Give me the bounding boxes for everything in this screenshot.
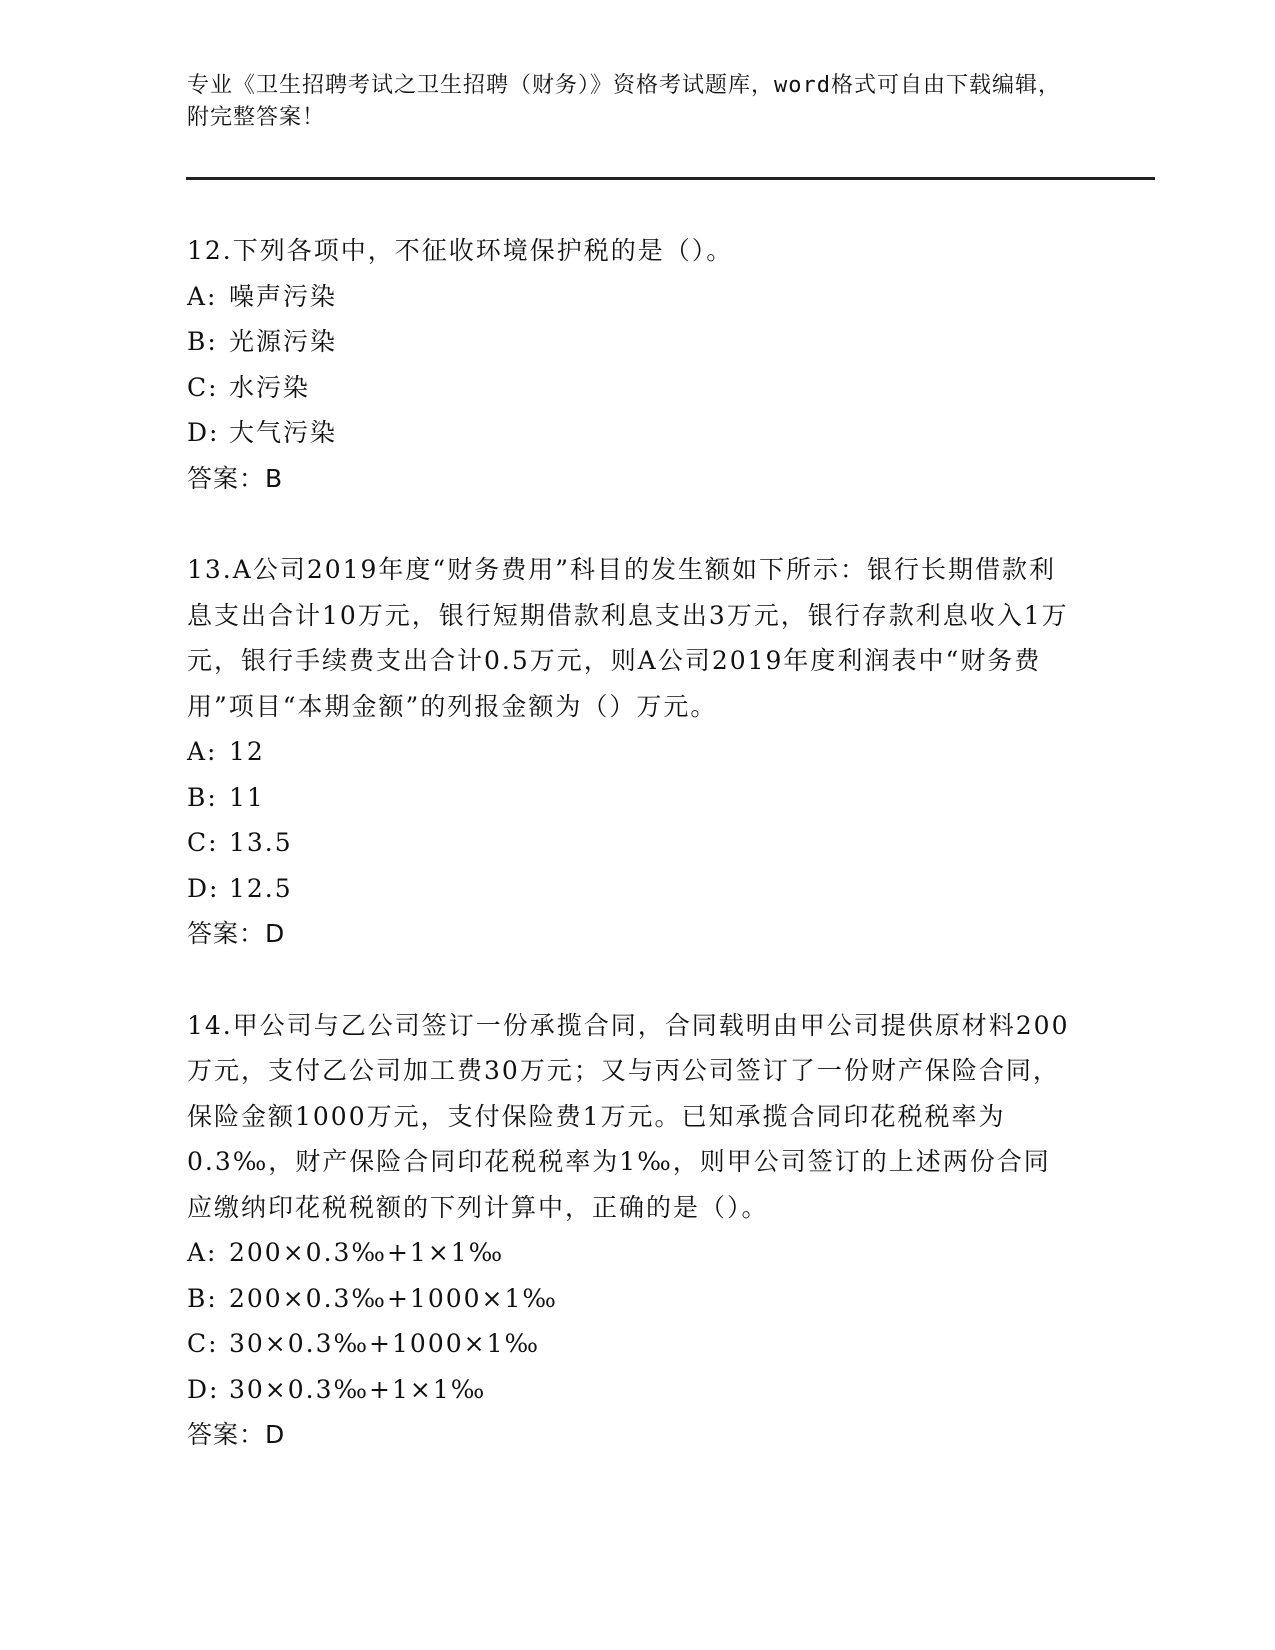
option-text: 30×0.3‰+1×1‰ <box>229 1374 487 1404</box>
question-stem: 12.下列各项中，不征收环境保护税的是（）。 <box>187 236 734 265</box>
option-d <box>187 866 1087 912</box>
option-letter: D: <box>187 1374 220 1404</box>
option-letter: A: <box>187 281 218 311</box>
option-c <box>187 1321 1087 1367</box>
option-text: 200×0.3‰+1×1‰ <box>229 1238 505 1267</box>
option-a <box>187 729 1087 775</box>
option-b <box>187 775 1087 821</box>
question-stem: 13.A公司2019年度“财务费用”科目的发生额如下所示：银行长期借款利息支出合计10万元，银行短期借款利息支出3万元，银行存款利息收入1万元，银行手续费支出合计0.5万元，则A公司2019年度利润表中“财务费用”项目“本期金额”的列报金额为（）万元。 <box>187 555 1069 721</box>
option-text: 大气污染 <box>229 418 338 447</box>
answer-label: 答案：D <box>187 919 286 948</box>
option-text: 噪声污染 <box>229 281 338 311</box>
document-header: 专业《卫生招聘考试之卫生招聘（财务）》资格考试题库，word格式可自由下载编辑，附完整答案！ <box>187 73 1061 130</box>
option-text: 光源污染 <box>229 327 338 356</box>
option-letter: A: <box>187 737 218 766</box>
answer-label: 答案：B <box>187 463 284 493</box>
answer-label: 答案：D <box>187 1420 286 1449</box>
option-text: 12.5 <box>229 873 293 903</box>
option-text: 13.5 <box>229 828 293 857</box>
option-text: 200×0.3‰+1000×1‰ <box>229 1283 558 1313</box>
option-c <box>187 365 1087 411</box>
option-a <box>187 274 1087 320</box>
option-b <box>187 319 1087 365</box>
option-letter: B: <box>187 782 218 812</box>
option-letter: A: <box>187 1238 218 1267</box>
option-text: 12 <box>229 737 265 766</box>
option-text: 11 <box>229 782 265 812</box>
header-divider <box>186 177 1155 180</box>
question-14 <box>187 1003 1087 1458</box>
option-letter: D: <box>187 873 220 903</box>
option-letter: C: <box>187 1329 219 1358</box>
option-letter: B: <box>187 1283 218 1313</box>
question-list <box>187 228 1087 1504</box>
option-letter: D: <box>187 418 220 447</box>
question-stem: 14.甲公司与乙公司签订一份承揽合同，合同载明由甲公司提供原材料200万元，支付乙公司加工费30万元；又与丙公司签订了一份财产保险合同，保险金额1000万元，支付保险费1万元。已知承揽合同印花税税率为0.3‰，财产保险合同印花税税率为1‰，则甲公司签订的上述两份合同应缴纳印花税税额的下列计算中，正确的是（）。 <box>187 1010 1070 1222</box>
option-d <box>187 410 1087 456</box>
option-text: 30×0.3‰+1000×1‰ <box>229 1329 541 1358</box>
option-letter: C: <box>187 828 219 857</box>
question-12 <box>187 228 1087 501</box>
option-letter: C: <box>187 372 219 402</box>
question-13 <box>187 547 1087 957</box>
option-b <box>187 1276 1087 1322</box>
option-c <box>187 820 1087 866</box>
option-text: 水污染 <box>229 372 311 402</box>
option-a <box>187 1230 1087 1276</box>
option-letter: B: <box>187 327 218 356</box>
option-d <box>187 1367 1087 1413</box>
